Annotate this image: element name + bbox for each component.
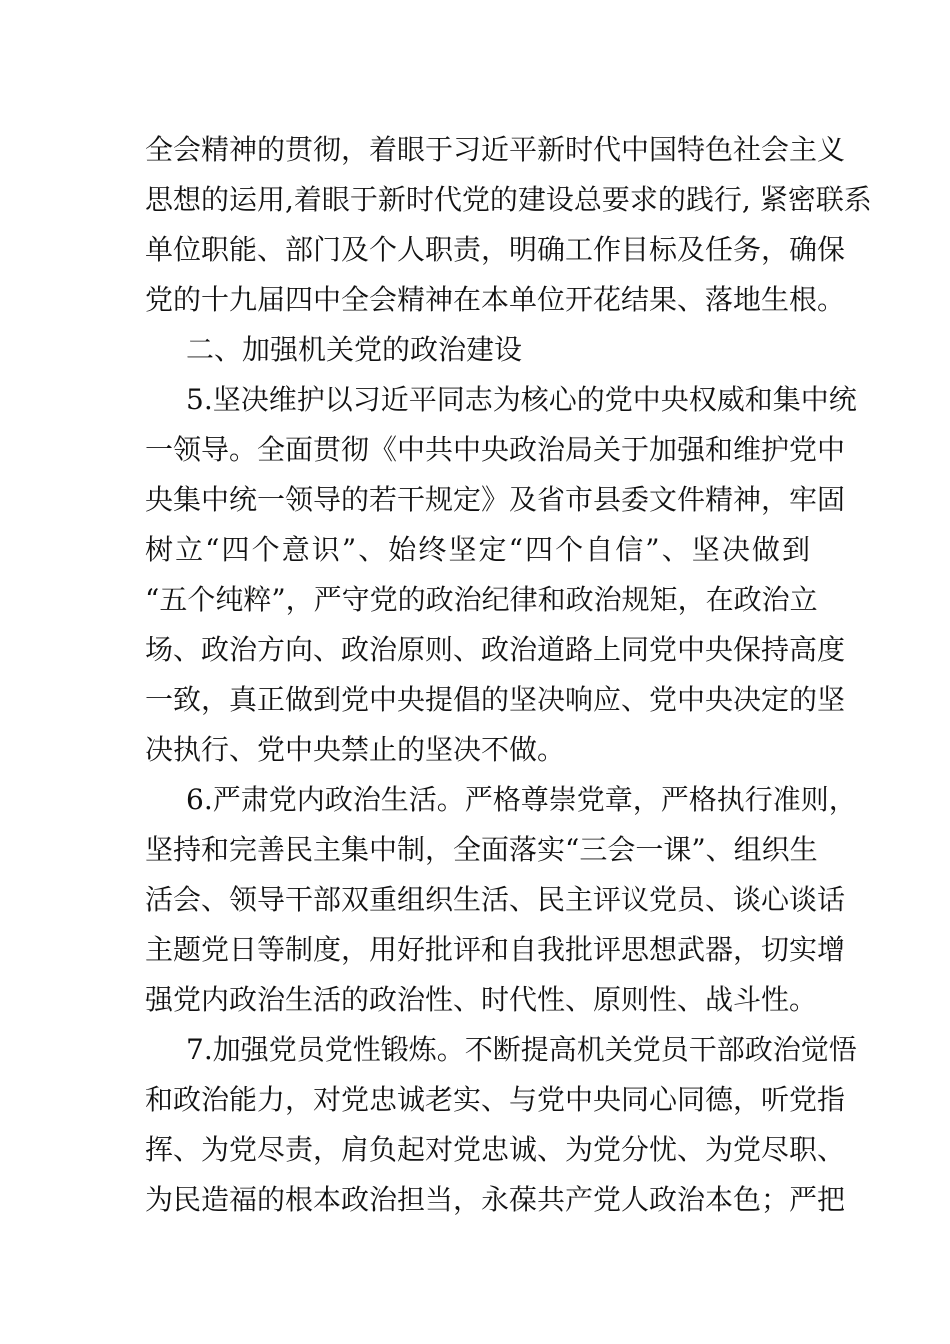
item-6-line: 强党内政治生活的政治性、时代性、原则性、战斗性。 [145,983,818,1016]
item-6-line: 6.严肃党内政治生活。严格尊崇党章，严格执行准则， [186,783,857,816]
item-5-line: 一致，真正做到党中央提倡的坚决响应、党中央决定的坚 [145,683,846,716]
item-5-line: “五个纯粹”，严守党的政治纪律和政治规矩，在政治立 [145,583,818,616]
item-7-line: 挥、为党尽责，肩负起对党忠诚、为党分忧、为党尽职、 [145,1133,846,1166]
item-7-line: 和政治能力，对党忠诚老实、与党中央同心同德，听党指 [145,1083,846,1116]
item-6-line: 坚持和完善民主集中制，全面落实“三会一课”、组织生 [145,833,818,866]
item-5-line: 树立“四个意识”、始终坚定“四个自信”、坚决做到 [145,533,810,566]
paragraph-line: 党的十九届四中全会精神在本单位开花结果、落地生根。 [145,283,846,316]
item-6-line: 活会、领导干部双重组织生活、民主评议党员、谈心谈话 [145,883,846,916]
paragraph-line: 思想的运用,着眼于新时代党的建设总要求的践行, 紧密联系 [145,183,872,216]
item-7-line: 7.加强党员党性锻炼。不断提高机关党员干部政治觉悟 [186,1033,857,1066]
item-5-line: 一领导。全面贯彻《中共中央政治局关于加强和维护党中 [145,433,846,466]
item-5-line: 央集中统一领导的若干规定》及省市县委文件精神，牢固 [145,483,846,516]
item-6-line: 主题党日等制度，用好批评和自我批评思想武器，切实增 [145,933,846,966]
paragraph-line: 单位职能、部门及个人职责，明确工作目标及任务，确保 [145,233,846,266]
item-5-line: 决执行、党中央禁止的坚决不做。 [145,733,566,766]
item-5-line: 场、政治方向、政治原则、政治道路上同党中央保持高度 [145,633,846,666]
paragraph-line: 全会精神的贯彻，着眼于习近平新时代中国特色社会主义 [145,133,846,166]
item-7-line: 为民造福的根本政治担当，永葆共产党人政治本色；严把 [145,1183,846,1216]
item-5-line: 5.坚决维护以习近平同志为核心的党中央权威和集中统 [186,383,857,416]
section-heading: 二、加强机关党的政治建设 [186,333,523,366]
